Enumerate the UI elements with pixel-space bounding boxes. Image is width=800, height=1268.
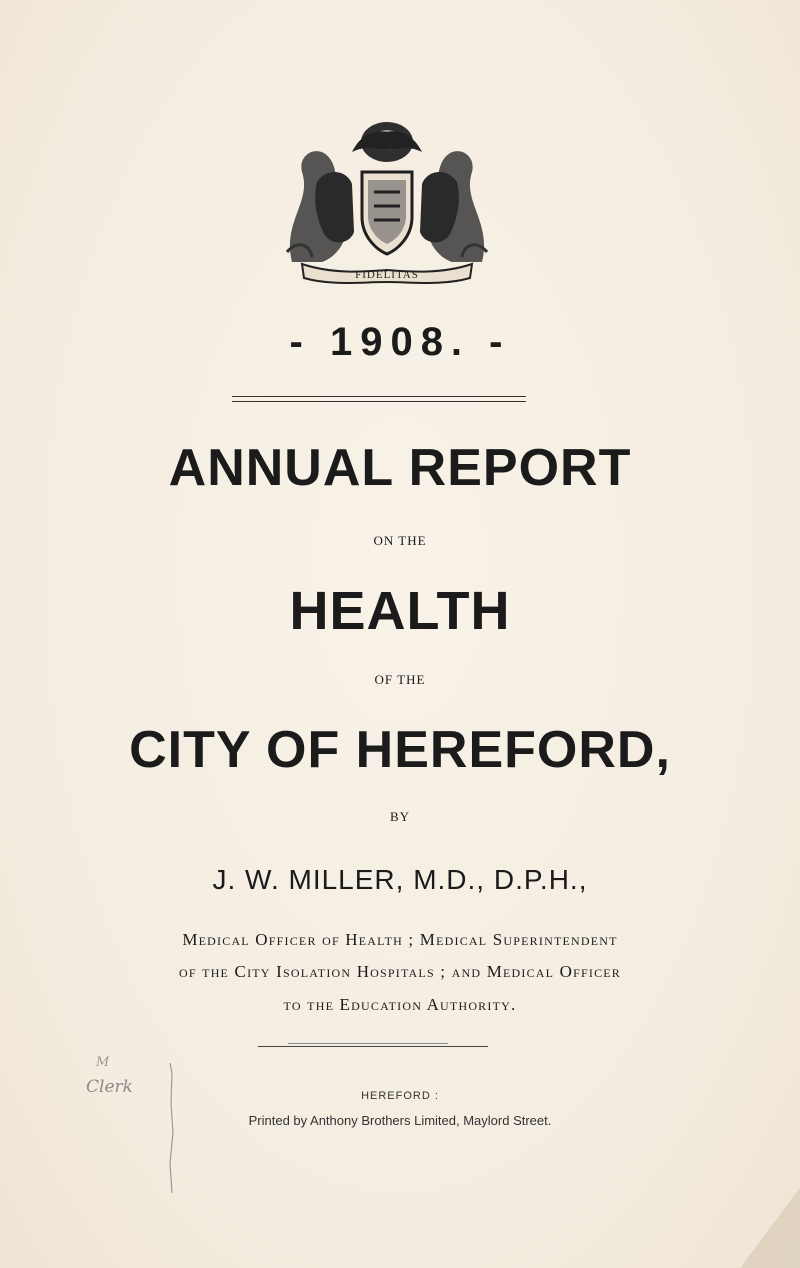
motto-text: FIDELITAS [355, 269, 419, 281]
page-corner-shadow [720, 1168, 800, 1268]
author-name: J. W. MILLER, M.D., D.P.H., [212, 864, 588, 895]
author-credentials-line-2: of the City Isolation Hospitals ; and Medical Officer [178, 962, 622, 981]
title-on-the: ON THE [373, 533, 427, 548]
single-rule-divider [258, 1046, 488, 1047]
pencil-bracket-mark [160, 1063, 190, 1203]
title-annual-report: ANNUAL REPORT [168, 439, 632, 497]
author-credentials-line-3: to the Education Authority. [283, 995, 517, 1014]
title-city-of-hereford: CITY OF HEREFORD, [129, 721, 671, 779]
author-credentials-line-1: Medical Officer of Health ; Medical Superintendent [182, 930, 618, 949]
hereford-crest-icon [282, 112, 492, 292]
by-label: BY [389, 809, 411, 824]
imprint-printer: Printed by Anthony Brothers Limited, Maylord Street. [248, 1113, 552, 1128]
title-of-the: OF THE [374, 672, 426, 687]
double-rule-divider [232, 396, 526, 402]
report-year: - 1908. - [289, 320, 511, 364]
handwritten-annotation-clerk: Clerk [86, 1077, 133, 1097]
handwritten-annotation-m: M [96, 1055, 110, 1070]
imprint-place: HEREFORD : [361, 1090, 439, 1102]
title-health: HEALTH [289, 581, 511, 641]
